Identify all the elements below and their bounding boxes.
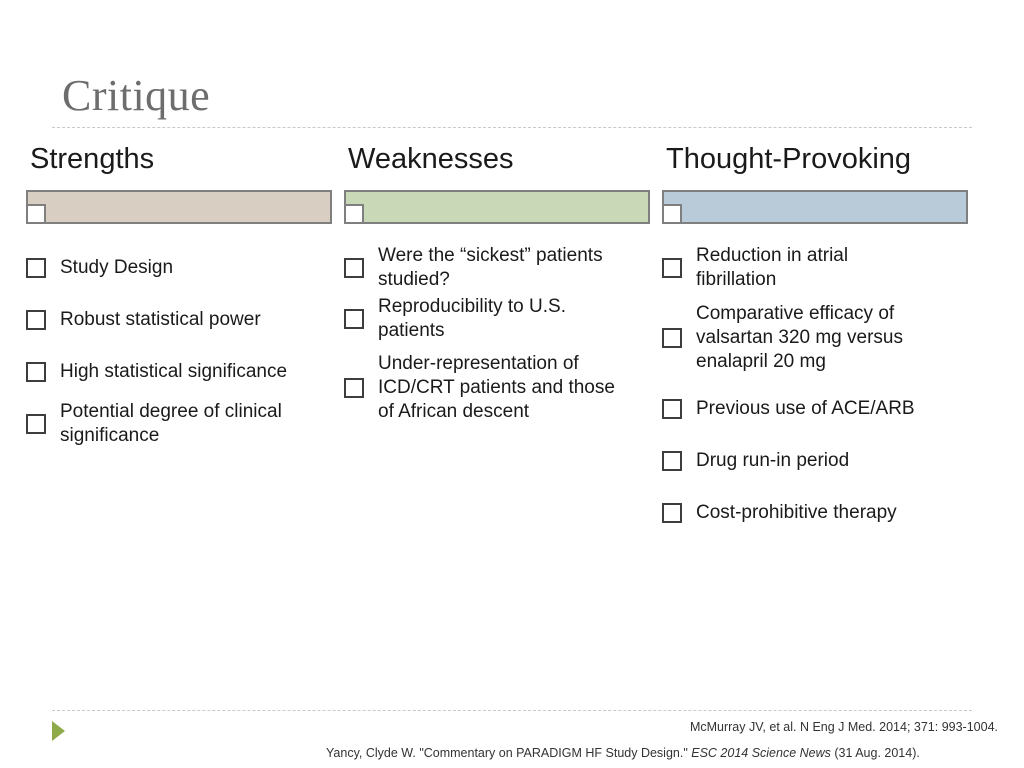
strengths-item [26, 308, 332, 332]
thought-provoking-item [662, 244, 968, 292]
thought-provoking-item-label: Cost-prohibitive therapy [696, 502, 897, 523]
thought-provoking-item [662, 397, 968, 421]
next-arrow-icon [52, 721, 65, 741]
weaknesses-item [344, 352, 650, 424]
checkbox-icon [344, 378, 364, 398]
strengths-item-label: Study Design [60, 257, 174, 278]
title-divider [52, 127, 972, 128]
citation-yancy-date: (31 Aug. 2014). [830, 746, 920, 760]
thought-provoking-bar-checkbox [662, 204, 682, 224]
checkbox-icon [662, 399, 682, 419]
checkbox-icon [662, 451, 682, 471]
slide-title: Critique [62, 71, 211, 120]
thought-provoking-item-label: Drug run-in period [696, 450, 850, 471]
citation-mcmurray: McMurray JV, et al. N Eng J Med. 2014; 371: 993-1004. [689, 720, 998, 734]
checkbox-icon [26, 258, 46, 278]
checkbox-icon [344, 258, 364, 278]
thought-provoking-heading: Thought-Provoking [666, 143, 912, 175]
thought-provoking-column [662, 138, 968, 523]
citation-yancy-source: ESC 2014 Science News [691, 746, 831, 760]
strengths-header-bar [26, 190, 332, 224]
weaknesses-item [344, 295, 650, 343]
strengths-item-label: Potential degree of clinical significance [60, 401, 282, 446]
strengths-item [26, 400, 332, 448]
checkbox-icon [344, 309, 364, 329]
checkbox-icon [26, 414, 46, 434]
strengths-item-label: Robust statistical power [60, 309, 261, 330]
checkbox-icon [26, 362, 46, 382]
thought-provoking-header-bar [662, 190, 968, 224]
checkbox-icon [26, 310, 46, 330]
strengths-item [26, 360, 332, 384]
weaknesses-item-label: Under-representation of ICD/CRT patients and those of African descent [378, 353, 615, 422]
footer-divider [52, 710, 972, 711]
checkbox-icon [662, 503, 682, 523]
thought-provoking-item [662, 302, 968, 374]
strengths-heading: Strengths [30, 143, 155, 175]
thought-provoking-item [662, 501, 968, 525]
checkbox-icon [662, 258, 682, 278]
citation-yancy [326, 746, 920, 760]
weaknesses-item [344, 244, 650, 292]
thought-provoking-item-label: Comparative efficacy of valsartan 320 mg versus enalapril 20 mg [696, 303, 903, 372]
weaknesses-column [344, 138, 650, 422]
weaknesses-header-bar [344, 190, 650, 224]
thought-provoking-item-label: Reduction in atrial fibrillation [696, 245, 849, 290]
weaknesses-heading: Weaknesses [348, 143, 514, 175]
weaknesses-item-label: Were the “sickest” patients studied? [378, 245, 603, 290]
strengths-item [26, 256, 332, 280]
thought-provoking-item-label: Previous use of ACE/ARB [696, 398, 915, 419]
weaknesses-item-label: Reproducibility to U.S. patients [378, 296, 566, 341]
strengths-bar-checkbox [26, 204, 46, 224]
thought-provoking-item [662, 449, 968, 473]
strengths-item-label: High statistical significance [60, 361, 288, 382]
weaknesses-bar-checkbox [344, 204, 364, 224]
citation-yancy-text: Yancy, Clyde W. "Commentary on PARADIGM HF Study Design." [326, 746, 692, 760]
checkbox-icon [662, 328, 682, 348]
strengths-column [26, 138, 332, 446]
